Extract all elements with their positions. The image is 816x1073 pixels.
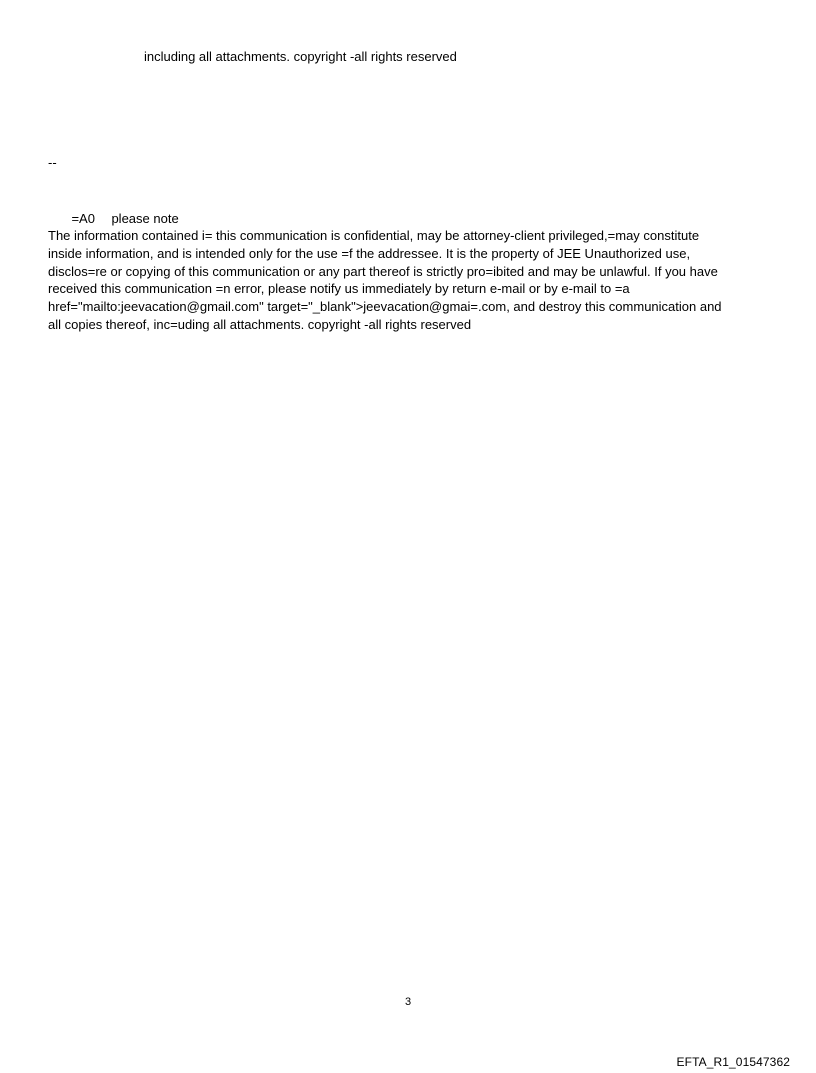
disclaimer-line: disclos=re or copying of this communication or any part thereof is strictly pro=ibited and may be unlawful. If you have [48,263,718,279]
signature-separator: -- [48,155,57,170]
disclaimer-line: The information contained i= this communication is confidential, may be attorney-client privileged,=may constitute [48,228,700,243]
disclaimer-line: href="mailto:jeevacation@gmail.com" target="_blank">jeevacation@gmai=.com, and destroy this communication and [48,299,722,315]
confidentiality-disclaimer [48,227,764,334]
document-id: EFTA_R1_01547362 [676,1055,790,1069]
please-note-label: please note [111,211,179,226]
continued-copyright-line: including all attachments. copyright -all rights reserved [144,49,457,64]
encoded-space-prefix: =A0 [71,211,95,226]
page-number: 3 [404,996,412,1008]
disclaimer-line: received this communication =n error, please notify us immediately by return e-mail or by e-mail to =a [48,281,630,297]
disclaimer-line: all copies thereof, inc=uding all attachments. copyright -all rights reserved [48,316,472,332]
disclaimer-line: inside information, and is intended only for the use =f the addressee. It is the property of JEE Unauthorized use, [48,245,691,261]
